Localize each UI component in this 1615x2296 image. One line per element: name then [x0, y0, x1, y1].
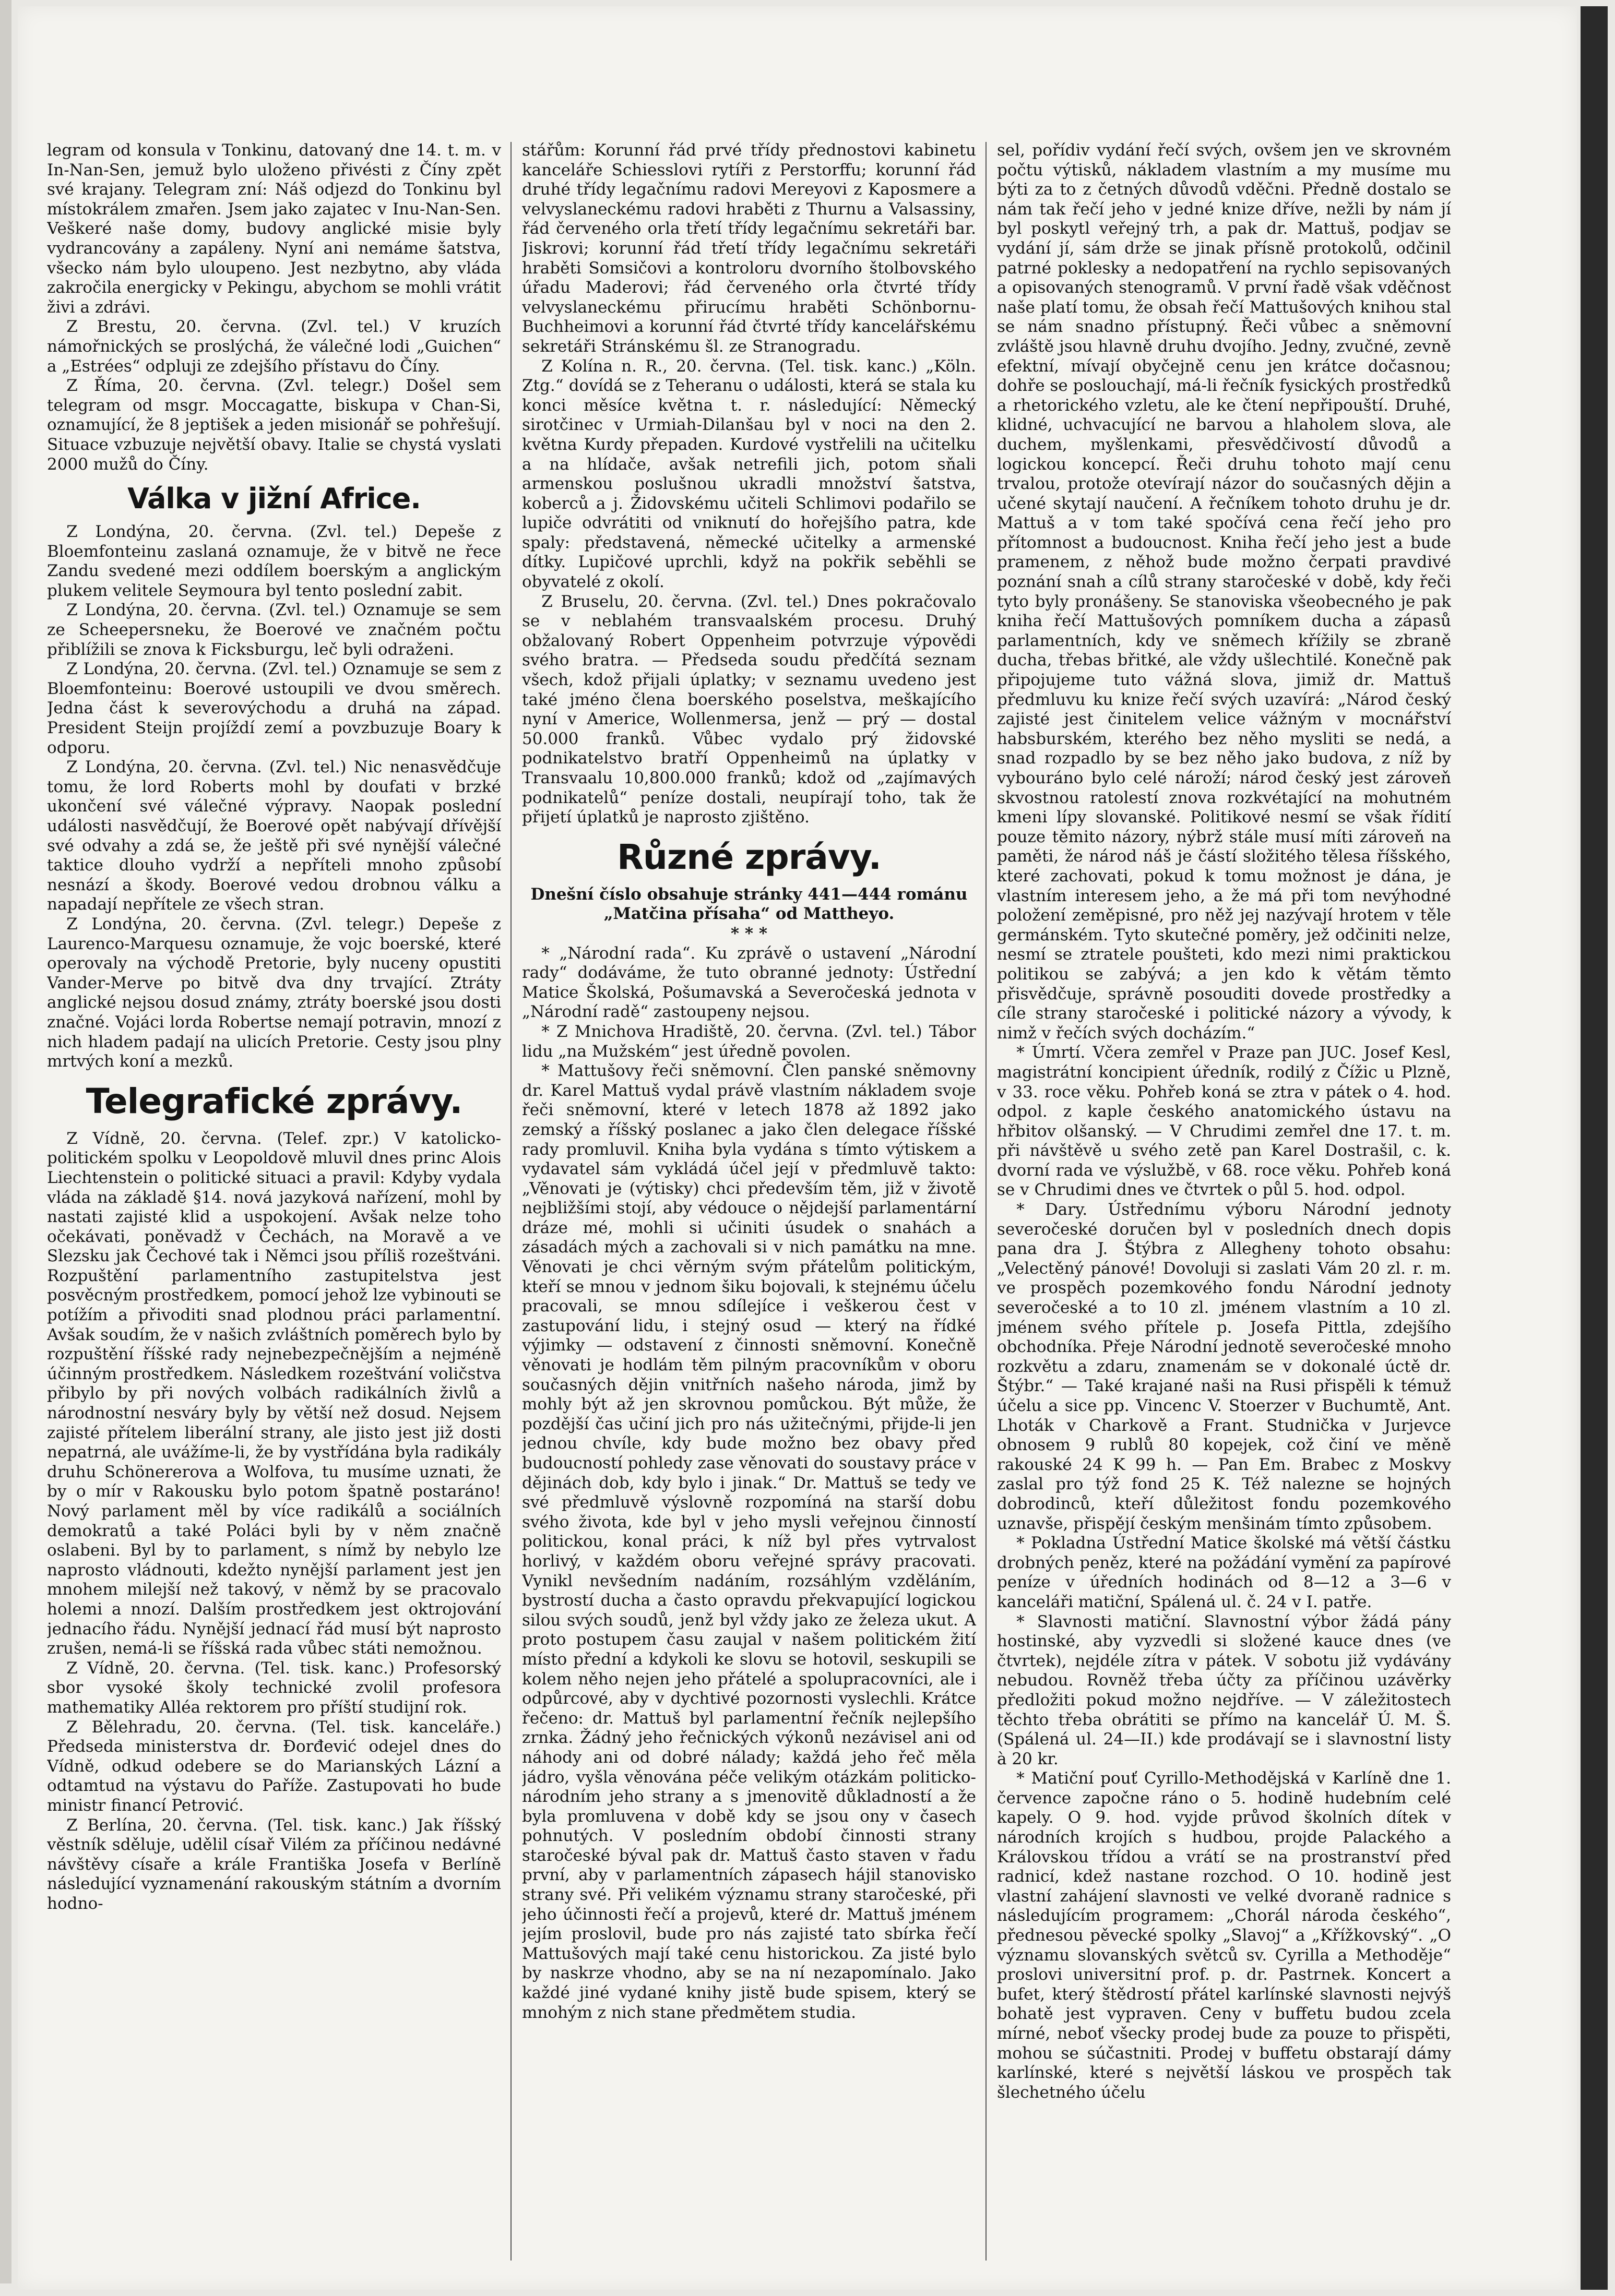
- news-karlin-pilgrimage: * Matiční pouť Cyrillo-Methodějská v Karlíně dne 1. července započne ráno o 5. hodině hudebním celé kapely. O 9. hod. vyjde průvod školních dítek v národních krojích s hudbou, projde Palackého a Královskou třídou a vrátí se na prostranství před radnicí, kdež nastane rozchod. O 10. hodině jest vlastní zahájení slavnosti ve velké dvoraně radnice s následujícím programem: „Chorál národa českého“, přednesou pěvecké spolky „Slavoj“ a „Křížkovský“. „O významu slovanských světců sv. Cyrilla a Methoděje“ proslovi universitní prof. p. dr. Pastrnek. Koncert a bufet, který štědrostí přátel karlínské slavnosti nejvýš bohatě jest vypraven. Ceny v buffetu budou zcela mírné, neboť všecky prodej bude za pouze to přispěti, mohou se súčastniti. Prodej v buffetu obstarají dámy karlínské, které s největší láskou ve prospěch tak šlechetného účelu: [997, 1769, 1451, 2102]
- news-mnichovo-hradiste: * Z Mnichova Hradiště, 20. června. (Zvl. tel.) Tábor lidu „na Mužském“ jest úředně povolen.: [522, 1022, 976, 1061]
- news-cologne: Z Kolína n. R., 20. června. (Tel. tisk. kanc.) „Köln. Ztg.“ dovídá se z Teheranu o události, která se stala ku konci měsíce května t. r. následující: Německý sirotčinec v Urmiah-Dilanšau byl v noci na den 2. května Kurdy přepaden. Kurdové vystřelili na učitelku a na hlídače, avšak netrefili jich, potom sňali armenskou poslušnou ukradli množství šatstva, koberců a j. Židovskému učiteli Schlimovi podařilo se lupiče odvrátiti od vniknutí do hořejšího patra, kde spaly: představená, německé učitelky a armenské dítky. Lupičové uprchli, když na pokřik seběhli se obyvatelé z okolí.: [522, 356, 976, 592]
- section-divider-stars: * * *: [730, 924, 768, 943]
- article-china-telegram: legram od konsula v Tonkinu, datovaný dne 14. t. m. v In-Nan-Sen, jemuž bylo uloženo přivésti z Číny zpět své krajany. Telegram zní: Náš odjezd do Tonkinu byl místokrálem zmařen. Jsem jako zajatec v Inu-Nan-Sen. Veškeré naše domy, budovy anglické misie byly vydrancovány a zapáleny. Nyní ani nemáme šatstva, všecko nám bylo uloupeno. Jest nezbytno, aby vláda zakročila energicky v Pekingu, abychom se mohli vrátit živi a zdrávi.: [47, 141, 501, 317]
- news-london-3: Z Londýna, 20. června. (Zvl. tel.) Oznamuje se sem z Bloemfonteinu: Boerové ustoupili ve dvou směrech. Jedna část k severovýchodu a druhá na západ. President Steijn projíždí zemí a povzbuzuje Boary k odporu.: [47, 660, 501, 757]
- news-london-4: Z Londýna, 20. června. (Zvl. tel.) Nic nenasvědčuje tomu, že lord Roberts mohl by doufati v brzké ukončení své válečné výpravy. Naopak poslední události nasvědčují, že Boerové opět nabývají dřívější své odvahy a zdá se, že ještě při své nynější válečné taktice dlouho vydrží a nepříteli mnoho způsobí nesnází a škody. Boerové vedou drobnou válku a napadají nepřítele ze všech stran.: [47, 758, 501, 914]
- news-donations: * Dary. Ústřednímu výboru Národní jednoty severočeské doručen byl v posledních dnech dopis pana dra J. Štýbra z Allegheny tohoto obsahu: „Velectěný pánové! Dovoluji si zaslati Vám 20 zl. r. m. ve prospěch pozemkového fondu Národní jednoty severočeské a to 10 zl. jménem vlastním a 10 zl. jménem svého přítele p. Josefa Pittla, zdejšího obchodníka. Přeje Národní jednotě severočeské mnoho rozkvětu a zdaru, znamenám se v dokonalé úctě dr. Štýbr.“ — Také krajané naši na Rusi přispěli k témuž účelu a sice pp. Vincenc V. Stoerzer v Buchumtě, Ant. Lhoták v Charkově a Frant. Studnička v Jurjevce obnosem 9 rublů 80 kopejek, což činí ve měně rakouské 24 K 99 h. — Pan Em. Brabec z Moskvy zaslal pro týž fond 25 K. Též nalezne se hojných dobrodinců, kteří důležitost fondu pozemkového uznavše, přispějí českým menšinám tímto způsobem.: [997, 1200, 1451, 1533]
- issue-note: Dnešní číslo obsahuje stránky 441—444 románu „Matčina přísaha“ od Mattheyo.: [530, 884, 968, 924]
- news-matice-treasury: * Pokladna Ústřední Matice školské má větší částku drobných peněz, které na požádání vymění za papírové peníze v úředních hodinách od 8—12 a 3—6 v kanceláři matiční, Spálená ul. č. 24 v I. patře.: [997, 1534, 1451, 1611]
- news-national-council: * „Národní rada“. Ku zprávě o ustavení „Národní rady“ dodáváme, že tuto obranné jednoty: Ústřední Matice Školská, Pošumavská a Severočeská jednota v „Národní radě“ zastoupeny nejsou.: [522, 943, 976, 1022]
- page-edge-left: [0, 0, 11, 2283]
- news-belgrade: Z Bělehradu, 20. června. (Tel. tisk. kanceláře.) Předseda ministerstva dr. Đorđević odejel dnes do Vídně, odkud odebere se do Marianských Lázní a odtamtud na výstavu do Paříže. Zastupovati ho bude ministr financí Petrović.: [47, 1717, 501, 1815]
- heading-various-news: Různé zprávy.: [617, 836, 881, 877]
- column-2: [522, 141, 976, 2267]
- column-3: [997, 141, 1451, 2267]
- news-brussels: Z Bruselu, 20. června. (Zvl. tel.) Dnes pokračovalo se v neblahém transvaalském procesu. Druhý obžalovaný Robert Oppenheim potvrzuje výpovědi svého bratra. — Předseda soudu předčítá seznam všech, kdož přijali úplatky; v seznamu uvedeno jest také jméno člena boerského poselstva, meškajícího nyní v Americe, Wollenmersa, jenž — prý — dostal 50.000 franků. Vůbec vydalo prý židovské podnikatelstvo bratří Oppenheimů na úplatky v Transvaalu 10,800.000 franků; kdož od „zajímavých podnikatelů“ peníze dostali, neupírají toho, tak že přijetí úplatků je naprosto zjištěno.: [522, 592, 976, 827]
- news-berlin: Z Berlína, 20. června. (Tel. tisk. kanc.) Jak říšský věstník sděluje, udělil císař Vilém za příčinou nedávné návštěvy císaře a krále Františka Josefa v Berlíně následující vyznamenání rakouským státním a dvorním hodno-: [47, 1815, 501, 1913]
- news-london-1: Z Londýna, 20. června. (Zvl. tel.) Depeše z Bloemfonteinu zaslaná oznamuje, že v bitvě ne řece Zandu svedené mezi oddílem boerským a anglickým plukem velitele Seymoura byl tento poslední zabit.: [47, 522, 501, 600]
- news-berlin-cont: stářům: Korunní řád prvé třídy přednostovi kabinetu kanceláře Schiesslovi rytíři z Perstorffu; korunní řád druhé třídy legačnímu radovi Mereyovi z Kaposmere a velvyslaneckému radovi hraběti z Thurnu a Valsassiny, řád červeného orla třetí třídy legačnímu sekretáři bar. Jiskrovi; korunní řád třetí třídy legačnímu sekretáři hraběti Somsičovi a kontroloru dvorního štolbovského úřadu Maderovi; řád červeného orla čtvrté třídy velvyslaneckému přirucímu hraběti Schönbornu-Buchheimovi a korunní řád čtvrté třídy kancelářskému sekretáři Stránskému šl. ze Stranogradu.: [522, 141, 976, 356]
- page-edge-right: [1581, 6, 1608, 2290]
- news-vienna-2: Z Vídně, 20. června. (Tel. tisk. kanc.) Profesorský sbor vysoké školy technické zvolil profesora mathematiky Alléa rektorem pro příští studijní rok.: [47, 1658, 501, 1717]
- news-mattus-speeches: * Mattušovy řeči sněmovní. Člen panské sněmovny dr. Karel Mattuš vydal právě vlastním nákladem svoje řeči sněmovní, které v letech 1878 až 1892 jako zemský a říšský poslanec a jako člen delegace říšské rady promluvil. Kniha byla vydána s tímto výtiskem a vydavatel sám vykládá účel její v předmluvě takto: „Věnovati je (výtisky) chci především těm, již v životě nejbližšími stojí, aby védouce o nějdejší parlamentární dráze mé, mohli si učiniti úsudek o snahách a zásadách mých a zachovali si v nich památku na mne. Věnovati je chci věrným svým přátelům politickým, kteří se mnou v jednom šiku bojovali, k stejnému účelu pracovali, se mnou sdílejíce i veškerou čest v zastupování lidu, i stejný osud — který na řídké výjimky — odstavení z činnosti sněmovní. Konečně věnovati je hodlám těm pilným pracovníkům v oboru současných dějin vnitřních našeho národa, jimž by mohly být až jen skrovnou pomůckou. Být může, že pozdější čas učiní jich pro nás užitečnými, přijde-li jen jednou chvíle, kdy bude možno bez obavy před budoucností pohledy zase věnovati do soustavy práce v dějinách dob, kdy bylo i jinak.“ Dr. Mattuš se tedy ve své předmluvě výslovně rozpomíná na starší dobu svého života, kde byl v jeho mysli veřejnou činností politickou, konal práci, k níž byl přes vytrvalost horlivý, v každém oboru veřejné správy pracovati. Vynikl nevšedním nadáním, rozsáhlým vzděláním, bystrostí ducha a často opravdu překvapující logickou silou svých soudů, jenž byl vždy jako ze železa ukut. A proto postupem času zaujal v našem politickém žití místo přední a kdykoli ke slovu se hotovil, seskupili se kolem něho nejen jeho přátelé a spolupracovníci, ale i odpůrcové, aby v dychtivé pozornosti vyslechli. Krátce řečeno: dr. Mattuš byl parlamentní řečník nejlepšího zrnka. Žádný jeho řečnických výkonů nezávisel ani od náhody ani od dobré nálady; každá jeho řeč měla jádro, vyšla věnována péče velikým otázkám politicko-národním jeho strany a s jmenovitě důkladností a že byla promluvena v době kdy se jsou ony v časech pohnutých. V posledním období činnosti strany staročeské býval pak dr. Mattuš často staven v řadu první, aby v parlamentních zápasech hájil stanovisko strany své. Při velikém významu strany staročeské, při jeho účinnosti řečí a projevů, které dr. Mattuš jménem jejím proslovil, bude pro nás zajisté tato sbírka řečí Mattušových mají také cenu historickou. Za jisté bylo by naskrze vhodno, aby se na ní nezapomínalo. Jako každé jiné vydané knihy jistě bude spisem, který se mnohým z nich stane předmětem studia.: [522, 1061, 976, 2022]
- column-rule-2: [985, 142, 987, 2261]
- heading-telegraphic-news: Telegrafické zprávy.: [86, 1081, 462, 1121]
- column-rule-1: [510, 142, 512, 2261]
- news-deaths: * Úmrtí. Včera zemřel v Praze pan JUC. Josef Kesl, magistrátní koncipient úředník, rodilý z Čížic u Plzně, v 33. roce věku. Pohřeb koná se ztra v pátek o 4. hod. odpol. z kaple českého anatomického ústavu na hřbitov olšanský. — V Chrudimi zemřel dne 17. t. m. při návštěvě u svého zetě pan Karel Dostrašil, c. k. dvorní rada ve výslužbě, v 68. roce věku. Pohřeb koná se v Chrudimi dnes ve čtvrtek o půl 5. hod. odpol.: [997, 1043, 1451, 1200]
- news-vienna-1: Z Vídně, 20. června. (Telef. zpr.) V katolicko-politickém spolku v Leopoldově mluvil dnes princ Alois Liechtenstein o politické situaci a pravil: Kdyby vydala vláda na základě §14. nová jazyková nařízení, mohl by nastati zajisté klid a uspokojení. Avšak nelze toho očekávati, poněvadž v Čechách, na Moravě a ve Slezsku jak Čechové tak i Němci jsou příliš rozeštváni. Rozpuštění parlamentního zastupitelstva jest posvěcným prostředkem, pomocí jehož lze vybinouti se potížím a přivoditi snad plodnou práci parlamentní. Avšak soudím, že v našich zvláštních poměrech bylo by rozpuštění říšské rady nejnebezpečnějším a nejméně účinným prostředkem. Následkem rozeštvání voličstva přibylo by při nových volbách radikálních živlů a národnostní nesváry byly by větší než dosud. Nejsem zajisté přítelem liberální strany, ale jisto jest již dosti nepatrná, ale uvážíme-li, že by vystřídána byla radikály druhu Schönererova a Wolfova, tu musíme uznati, že by o mír v Rakousku bylo potom špatně postaráno! Nový parlament měl by více radikálů a sociálních demokratů a také Poláci byli by v něm značně oslabeni. Byl by to parlament, s nímž by nebylo lze naprosto vládnouti, kdežto nynější parlament jest jen mnohem milejší než takový, v němž by se pracovalo holemi a nnozí. Dalším prostředkem jest oktrojování jednacího řádu. Nynější jednací řád musí být naprosto zrušen, nemá-li se říšská rada vůbec státi nemožnou.: [47, 1129, 501, 1658]
- news-london-2: Z Londýna, 20. června. (Zvl. tel.) Oznamuje se sem ze Scheepersneku, že Boerové ve značném počtu přiblížili se znova k Ficksburgu, leč byli odraženi.: [47, 601, 501, 659]
- news-matice-festivities: * Slavnosti matiční. Slavnostní výbor žádá pány hostinské, aby vyzvedli si složené kauce dnes (ve čtvrtek), nejdéle zítra v pátek. V sobotu již vydávány nebudou. Rovněž třeba účty za příčinou uzávěrky předložiti pokud možno nejdříve. — V záležitostech těchto třeba obrátiti se přímo na kancelář Ú. M. Š. (Spálená ul. 24—II.) kde prodávají se i slavnostní listy à 20 kr.: [997, 1612, 1451, 1768]
- column-1: [47, 141, 501, 2267]
- heading-war-south-africa: Válka v jižní Africe.: [127, 482, 421, 516]
- news-mattus-speeches-cont: sel, pořídiv vydání řečí svých, ovšem jen ve skrovném počtu výtisků, nákladem vlastním a my musíme mu býti za to z četných důvodů vděčni. Předně dostalo se nám tak řečí jeho v jedné knize dříve, nežli by nám jí byl poskytl veřejný trh, a pak dr. Mattuš, podjav se vydání jí, sám drže se jinak přísně protokolů, odčinil patrné poklesky a nedopatření na rychlo sepisovaných a opisovaných stenogramů. V první řadě však vděčnost naše platí tomu, že obsah řečí Mattušových knihou stal se nám snadno přístupný. Řeči vůbec a sněmovní zvláště jsou hlavně druhu dvojího. Jedny, zvučné, zevně efektní, mívají obyčejně cenu jen krátce dočasnou; dohře se poslouchají, má-li řečník fysických prostředků a rhetorického vzletu, ale ke čtení nepřipouští. Druhé, klidné, uchvacující ne barvou a hlaholem slova, ale duchem, myšlenkami, přesvědčivostí důvodů a logickou koncepcí. Řeči druhu tohoto mají cenu trvalou, protože otevírají názor do současných dějin a učené skytají naučení. A řečníkem tohoto druhu je dr. Mattuš a v tom také spočívá cena řečí jeho pro přítomnost a budoucnost. Kniha řečí jeho jest a bude pramenem, z něhož bude možno čerpati pravdivé poznání snah a cílů strany staročeské v době, kdy řeči tyto byly pronášeny. Se stanoviska všeobecného je pak kniha řečí Mattušových pomníkem ducha a zápasů parlamentních, kdy ve sněmech křížily se zbraně ducha, třebas břitké, ale vždy ušlechtilé. Konečně pak připojujeme tuto vážná slova, jimiž dr. Mattuš předmluvu ku knize řečí svých uzavírá: „Národ český zajisté jest činitelem velice vážným v mocnářství habsburském, kterého bez něho mysliti se nedá, a snad rozpadlo by se bez něho jako budova, z níž by vybouráno bylo celé nároží; národ český jest zároveň skvostnou ratolestí znova rozkvétající na mohutném kmeni lípy slovanské. Politikové nesmí se však řídití pouze těmito názory, nýbrž stále musí míti zároveň na paměti, že národ náš je částí složitého tělesa říšského, které zachovati, pokud k tomu možnost je dána, je vlastním interesem jeho, a že má při tom nevýhodné položení zeměpisné, pro něž jej nazývají hrotem v těle germánském. Tyto skutečné poměry, jež odčiniti nelze, nesmí se ztratele poušteti, kdo mezi nimi praktickou politikou se zabývá; a jen kdo k větám těmto přisvědčuje, správně posouditi dovede prostředky a cíle strany staročeské i politické názory a vývody, k nimž v řečích svých docházím.“: [997, 141, 1451, 1043]
- news-rome: Z Říma, 20. června. (Zvl. telegr.) Došel sem telegram od msgr. Moccagatte, biskupa v Chan-Si, oznamující, že 8 jeptišek a jeden misionář se pohřešují. Situace vzbuzuje největší obavy. Italie se chystá vyslati 2000 mužů do Číny.: [47, 376, 501, 474]
- news-london-5: Z Londýna, 20. června. (Zvl. telegr.) Depeše z Laurenco-Marquesu oznamuje, že vojc boerské, které operovaly na východě Pretorie, byly nuceny opustiti Vander-Merve po bitvě dva dny trvající. Ztráty anglické nejsou dosud známy, ztráty boerské jsou dosti značné. Vojáci lorda Robertse nemají potravin, mnozí z nich hladem padají na ulicích Pretorie. Cesty jsou plny mrtvých koní a mezků.: [47, 914, 501, 1071]
- news-brest: Z Brestu, 20. června. (Zvl. tel.) V kruzích námořnických se proslýchá, že válečné lodi „Guichen“ a „Estrées“ odpluji ze zdejšího přístavu do Číny.: [47, 317, 501, 376]
